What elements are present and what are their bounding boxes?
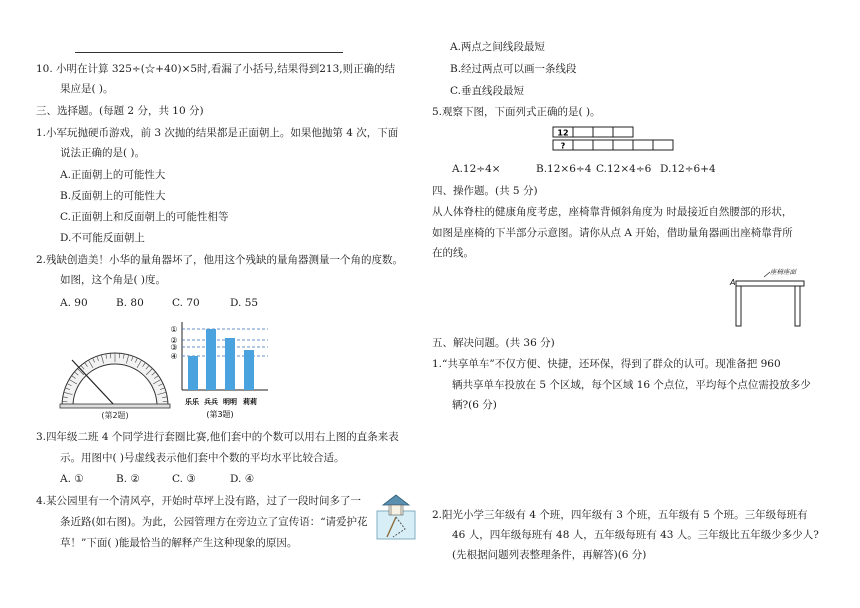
bar-lili <box>244 350 254 390</box>
choice-3-stem-line1: 3.四年级二班 4 个同学进行套圈比赛,他们套中的个数可以用右上图的直条来表 <box>36 431 399 443</box>
choice-5-option-a: A.12÷4× <box>452 163 501 175</box>
choice-3-option-a: A. ① <box>60 473 84 485</box>
choice-4-stem-line2: 条近路(如右图)。为此，公园管理方在旁边立了宣传语：“请爱护花 <box>60 516 368 528</box>
marker-1: ① <box>170 325 178 334</box>
pavilion-figure <box>375 493 417 541</box>
choice-5-option-b: B.12×6÷4 <box>536 163 592 175</box>
bar-lele <box>188 356 198 390</box>
choice-2-option-b: B. 80 <box>116 297 144 309</box>
chair-figure <box>728 266 806 328</box>
choice-1-option-b: B.反面朝上的可能性大 <box>60 190 166 202</box>
section-3-heading: 三、选择题。(每题 2 分，共 10 分) <box>36 105 204 117</box>
question-10-line1: 10. 小明在计算 325÷(☆+40)×5时,看漏了小括号,结果得到213,则正确的结 <box>36 63 396 75</box>
marker-2: ② <box>170 336 178 345</box>
operation-line3: 在的线。 <box>432 247 474 259</box>
problem-2-line1: 2.阳光小学三年级有 4 个班，四年级有 3 个班，五年级有 5 个班。三年级每班有 <box>432 509 808 521</box>
chair-seat-label: 座椅座面 <box>770 268 796 276</box>
problem-1-line1: 1.“共享单车”不仅方便、快捷，还环保，得到了群众的认可。现准备把 960 <box>432 358 781 370</box>
section-4-heading: 四、操作题。(共 5 分) <box>432 185 538 197</box>
bar-bingbing <box>206 329 216 390</box>
figure-2-caption: (第2题) <box>101 411 129 420</box>
problem-2-line2: 46 人，四年级每班有 48 人，五年级每班有 43 人。三年级比五年级少多少人? <box>452 529 819 541</box>
question-10-line2: 果应是( )。 <box>60 83 114 95</box>
choice-5-stem: 5.观察下图，下面列式正确的是( )。 <box>432 106 601 118</box>
name-bingbing: 兵兵 <box>204 398 218 406</box>
problem-1-line3: 辆?(6 分) <box>452 399 497 411</box>
choice-2-option-d: D. 55 <box>230 297 259 309</box>
choice-1-option-d: D.不可能反面朝上 <box>60 232 145 244</box>
name-mingming: 明明 <box>223 398 237 406</box>
operation-line2: 如图是座椅的下半部分示意图。请你从点 A 开始，借助量角器画出座椅靠背所 <box>432 227 793 239</box>
choice-5-option-c: C.12×4÷6 <box>596 163 652 175</box>
choice-4-option-b: B.经过两点可以画一条线段 <box>450 63 577 75</box>
name-lele: 乐乐 <box>185 398 199 406</box>
choice-4-option-c: C.垂直线段最短 <box>450 85 524 97</box>
choice-2-option-a: A. 90 <box>60 297 88 309</box>
bar-model-figure <box>553 126 689 152</box>
choice-1-stem-line1: 1.小军玩抛硬币游戏，前 3 次抛的结果都是正面朝上。如果他抛第 4 次，下面 <box>36 127 399 139</box>
choice-3-option-d: D. ④ <box>230 473 255 485</box>
answer-line <box>75 52 343 53</box>
choice-4-stem-line1: 4.某公园里有一个清风亭，开始时草坪上没有路，过了一段时间多了一 <box>36 495 362 507</box>
name-lili: 莉莉 <box>243 398 257 406</box>
choice-2-stem-line1: 2.残缺创造美！小华的量角器坏了，他用这个残缺的量角器测量一个角的度数。 <box>36 254 404 266</box>
choice-1-stem-line2: 说法正确的是( )。 <box>60 147 146 159</box>
choice-2-stem-line2: 如图，这个角是( )度。 <box>60 274 167 286</box>
marker-3: ③ <box>170 343 178 352</box>
choice-4-option-a: A.两点之间线段最短 <box>450 41 545 53</box>
choice-5-option-d: D.12÷6+4 <box>660 163 716 175</box>
marker-4: ④ <box>170 352 178 361</box>
point-a-label: A <box>730 278 736 287</box>
choice-4-stem-line3: 草！”下面( )能最恰当的解释产生这种现象的原因。 <box>60 537 298 549</box>
bar-chart-figure <box>168 318 274 420</box>
bar-label-12: 12 <box>557 128 569 138</box>
choice-3-option-b: B. ② <box>116 473 140 485</box>
broken-protractor-figure <box>56 348 174 420</box>
section-5-heading: 五、解决问题。(共 36 分) <box>432 337 555 349</box>
problem-1-line2: 辆共享单车投放在 5 个区域，每个区域 16 个点位，平均每个点位需投放多少 <box>452 379 811 391</box>
choice-2-option-c: C. 70 <box>172 297 200 309</box>
problem-2-line3: (先根据问题列表整理条件，再解答)(6 分) <box>452 549 647 561</box>
bar-mingming <box>225 338 235 390</box>
choice-1-option-a: A.正面朝上的可能性大 <box>60 169 166 181</box>
choice-3-option-c: C. ③ <box>172 473 196 485</box>
choice-3-stem-line2: 示。用图中( )号虚线表示他们套中个数的平均水平比较合适。 <box>60 452 345 464</box>
bar-label-unknown: ? <box>560 141 566 151</box>
choice-1-option-c: C.正面朝上和反面朝上的可能性相等 <box>60 211 229 223</box>
operation-line1: 从人体脊柱的健康角度考虑，座椅靠背倾斜角度为 时最接近自然腰部的形状， <box>432 206 793 218</box>
figure-3-caption: (第3题) <box>206 410 234 419</box>
